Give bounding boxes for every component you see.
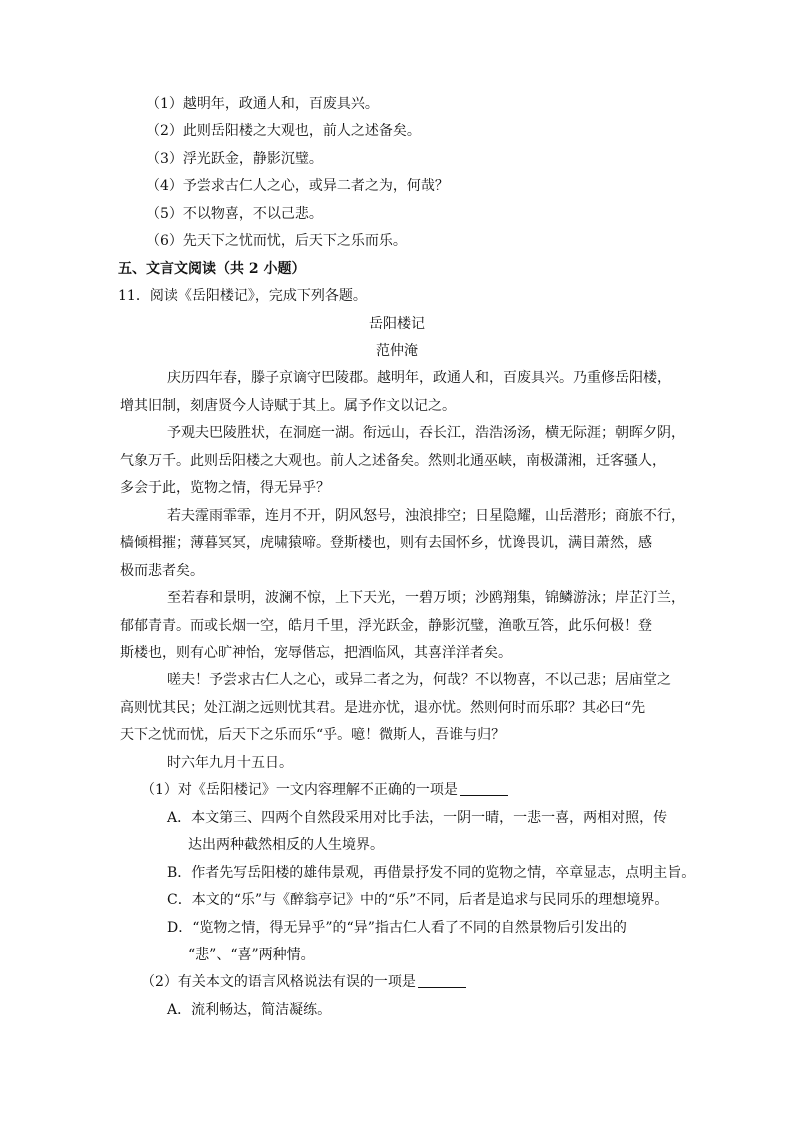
option-1a-line-1: A．本文第三、四两个自然段采用对比手法，一阴一晴，一悲一喜，两相对照，传 xyxy=(167,810,668,826)
paragraph-2-line-3: 多会于此，览物之情，得无异乎？ xyxy=(120,480,330,496)
paragraph-6-line-1: 时六年九月十五日。 xyxy=(167,755,293,771)
item-4: （4）予尝求古仁人之心，或异二者之为，何哉？ xyxy=(146,178,449,194)
option-1c: C．本文的“乐”与《醉翁亭记》中的“乐”不同，后者是追求与民同乐的理想境界。 xyxy=(167,892,669,908)
paragraph-5-line-3: 天下之忧而忧，后天下之乐而乐“乎。噫！微斯人，吾谁与归？ xyxy=(120,727,506,743)
paragraph-3-line-1: 若夫霪雨霏霏，连月不开，阴风怒号，浊浪排空；日星隐耀，山岳潜形；商旅不行， xyxy=(167,508,685,524)
option-1b: B．作者先写岳阳楼的雄伟景观，再借景抒发不同的览物之情，卒章显志，点明主旨。 xyxy=(167,865,696,881)
paragraph-4-line-2: 郁郁青青。而或长烟一空，皓月千里，浮光跃金，静影沉璧，渔歌互答，此乐何极！登 xyxy=(120,618,652,634)
sub-question-2-stem: （2）有关本文的语言风格说法有误的一项是 xyxy=(141,974,416,990)
item-3: （3）浮光跃金，静影沉璧。 xyxy=(146,151,323,167)
sub-question-2 xyxy=(141,972,466,992)
item-2: （2）此则岳阳楼之大观也，前人之述备矣。 xyxy=(146,123,421,139)
sub-question-1-stem: （1）对《岳阳楼记》一文内容理解不正确的一项是 xyxy=(141,782,458,798)
answer-blank xyxy=(460,781,508,796)
option-2a: A．流利畅达，简洁凝练。 xyxy=(167,1002,332,1018)
section-heading: 五、文言文阅读（共 2 小题） xyxy=(118,261,306,277)
article-author: 范仲淹 xyxy=(376,343,418,359)
paragraph-2-line-2: 气象万千。此则岳阳楼之大观也。前人之述备矣。然则北通巫峡，南极潇湘，迁客骚人， xyxy=(120,453,666,469)
paragraph-1-line-2: 增其旧制，刻唐贤今人诗赋于其上。属予作文以记之。 xyxy=(120,398,456,414)
item-6: （6）先天下之忧而忧，后天下之乐而乐。 xyxy=(146,233,407,249)
option-1d-line-1: D．“览物之情，得无异乎”的“异”指古仁人看了不同的自然景物后引发出的 xyxy=(167,920,627,936)
option-1d-line-2: “悲”、“喜”两种情。 xyxy=(188,947,315,963)
option-1a-line-2: 达出两种截然相反的人生境界。 xyxy=(188,837,384,853)
paragraph-3-line-2: 樯倾楫摧；薄暮冥冥，虎啸猿啼。登斯楼也，则有去国怀乡，忧谗畏讥，满目萧然，感 xyxy=(120,535,652,551)
paragraph-5-line-1: 嗟夫！予尝求古仁人之心，或异二者之为，何哉？不以物喜，不以己悲；居庙堂之 xyxy=(167,672,671,688)
paragraph-3-line-3: 极而悲者矣。 xyxy=(120,563,204,579)
paragraph-1-line-1: 庆历四年春，滕子京谪守巴陵郡。越明年，政通人和，百废具兴。乃重修岳阳楼， xyxy=(167,370,671,386)
item-5: （5）不以物喜，不以己悲。 xyxy=(146,206,323,222)
sub-question-1 xyxy=(141,780,508,800)
article-title: 岳阳楼记 xyxy=(369,316,425,332)
item-1: （1）越明年，政通人和，百废具兴。 xyxy=(146,96,379,112)
paragraph-2-line-1: 予观夫巴陵胜状，在洞庭一湖。衔远山，吞长江，浩浩汤汤，横无际涯；朝晖夕阴， xyxy=(167,425,685,441)
question-11: 11．阅读《岳阳楼记》，完成下列各题。 xyxy=(118,288,367,304)
paragraph-5-line-2: 高则忧其民；处江湖之远则忧其君。是进亦忧，退亦忧。然则何时而乐耶？其必曰“先 xyxy=(120,700,646,716)
paragraph-4-line-3: 斯楼也，则有心旷神怡，宠辱偕忘，把酒临风，其喜洋洋者矣。 xyxy=(120,645,512,661)
answer-blank xyxy=(418,973,466,988)
paragraph-4-line-1: 至若春和景明，波澜不惊，上下天光，一碧万顷；沙鸥翔集，锦鳞游泳；岸芷汀兰， xyxy=(167,590,685,606)
